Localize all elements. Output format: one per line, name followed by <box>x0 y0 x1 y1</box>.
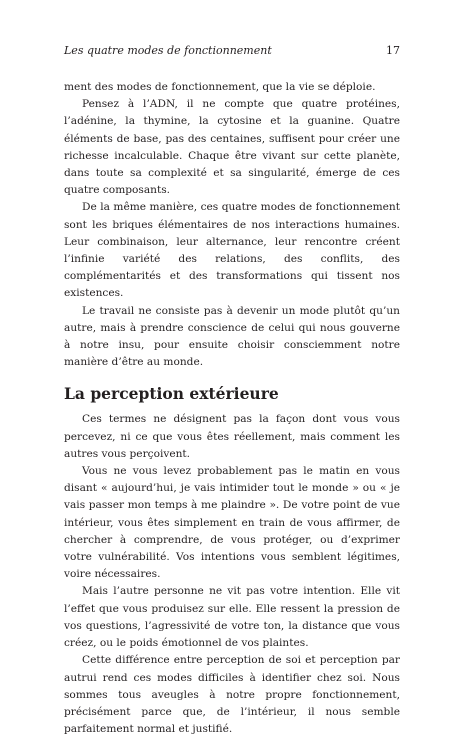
book-page <box>64 44 400 738</box>
section-heading: La perception extérieure <box>64 384 279 404</box>
paragraph-morning: Vous ne vous levez probablement pas le matin en vous disant « aujourd’hui, je vais intimider tout le monde » ou « je vais passer mon temps à me plaindre ». De votre point de vue intérieur, vous êtes simplement en train de vous affirmer, de chercher à comprendre, de vous protéger, ou d’exprimer votre vulnérabilité. Vos intentions vous semblent légitimes, voire nécessaires. <box>64 465 400 581</box>
paragraph-other-person: Mais l’autre personne ne vit pas votre intention. Elle vit l’effet que vous produisez sur elle. Elle ressent la pression de vos questions, l’agressivité de votre ton, la distance que vous créez, ou le poids émotionnel de vos plaintes. <box>64 585 400 650</box>
running-header <box>64 44 400 58</box>
paragraph-terms: Ces termes ne désignent pas la façon dont vous vous percevez, ni ce que vous êtes réellement, mais comment les autres vous perçoivent. <box>64 413 400 460</box>
running-title: Les quatre modes de fonctionnement <box>64 44 272 57</box>
page-number: 17 <box>386 44 400 57</box>
paragraph-adn: Pensez à l’ADN, il ne compte que quatre protéines, l’adénine, la thymine, la cytosine et la guanine. Quatre éléments de base, pas des centaines, suffisent pour créer une richesse incalculable. Chaque être vivant sur cette planète, dans toute sa complexité et sa singularité, émerge de ces quatre composants. <box>64 98 400 197</box>
paragraph-difference: Cette différence entre perception de soi et perception par autrui rend ces modes difficiles à identifier chez soi. Nous sommes tous aveugles à notre propre fonctionnement, précisément parce que, de l’intérieur, il nous semble parfaitement normal et justifié. <box>64 654 400 736</box>
paragraph-continuation: ment des modes de fonctionnement, que la vie se déploie. <box>64 81 376 93</box>
paragraph-work: Le travail ne consiste pas à devenir un mode plutôt qu’un autre, mais à prendre conscience de celui qui nous gouverne à notre insu, pour ensuite choisir consciemment notre manière d’être au monde. <box>64 304 400 369</box>
paragraph-building-blocks: De la même manière, ces quatre modes de fonctionnement sont les briques élémentaires de nos interactions humaines. Leur combinaison, leur alternance, leur rencontre créent l’infinie variété des relations, des conflits, des complémentarités et des transformations qui tissent nos existences. <box>64 201 400 300</box>
